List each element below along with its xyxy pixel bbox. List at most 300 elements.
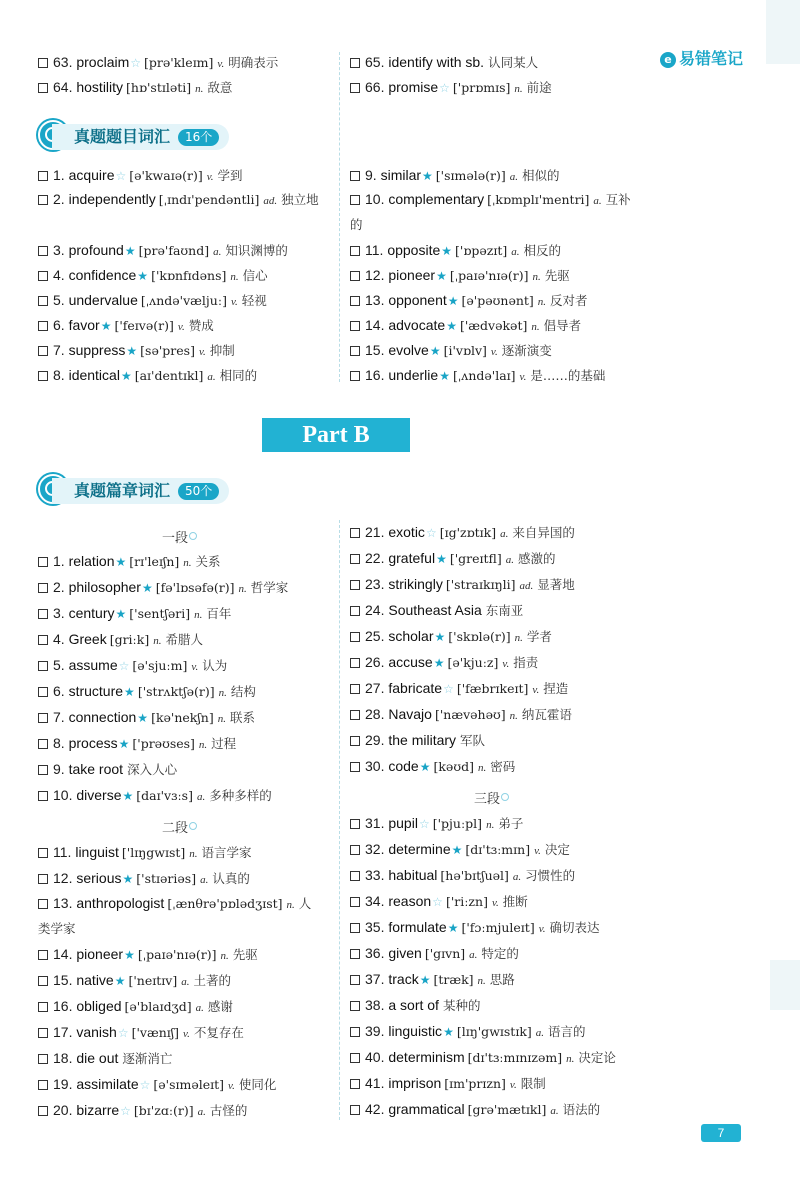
entry-meaning: 认同某人 <box>488 55 539 70</box>
part-title: Part B <box>262 418 410 452</box>
entry-number: 28. <box>365 706 385 722</box>
checkbox-icon[interactable] <box>350 949 360 959</box>
entry-meaning: 来自异国的 <box>512 525 575 540</box>
entry-phonetic: ['ædvəkət] <box>459 318 528 333</box>
entry-meaning: 敌意 <box>207 80 233 95</box>
checkbox-icon[interactable] <box>350 684 360 694</box>
entry-pos: n. <box>477 975 486 987</box>
entry-phonetic: ['sɪmələ(r)] <box>435 168 506 183</box>
checkbox-icon[interactable] <box>350 580 360 590</box>
entry-phonetic: ['strʌktʃə(r)] <box>137 684 215 699</box>
entry-meaning: 军队 <box>460 733 486 748</box>
star-icon: ★ <box>436 552 447 566</box>
entry-number: 2. <box>53 191 65 207</box>
entry-pos: a. <box>196 791 206 803</box>
entry-word: die out <box>76 1050 119 1066</box>
entry-number: 13. <box>53 895 73 911</box>
entry-pos: v. <box>534 845 541 857</box>
vocab-entry <box>350 238 561 265</box>
entry-phonetic: [ˌʌndə'væljuː] <box>140 293 227 308</box>
entry-number: 7. <box>53 342 65 358</box>
entry-pos: n. <box>238 583 247 595</box>
entry-phonetic: [kə'nekʃn] <box>151 710 214 725</box>
page-number: 7 <box>701 1124 741 1142</box>
entry-number: 31. <box>365 815 385 831</box>
checkbox-icon[interactable] <box>350 1079 360 1089</box>
star-icon: ☆ <box>120 1104 131 1118</box>
vocab-entry <box>38 50 278 77</box>
entry-number: 23. <box>365 576 385 592</box>
brand-label <box>660 46 743 69</box>
entry-phonetic: [prə'faʊnd] <box>138 243 210 258</box>
entry-word: serious <box>76 870 122 886</box>
vocab-entry <box>38 75 232 102</box>
entry-phonetic: ['pjuːpl] <box>432 816 483 831</box>
checkbox-icon[interactable] <box>38 58 48 68</box>
entry-number: 30. <box>365 758 385 774</box>
entry-word: connection <box>68 709 137 725</box>
entry-meaning: 语言学家 <box>201 845 252 860</box>
checkbox-icon[interactable] <box>350 923 360 933</box>
vocab-entry <box>350 650 538 677</box>
entry-meaning: 认为 <box>202 658 228 673</box>
column-divider <box>339 52 340 382</box>
vocab-entry <box>350 676 568 703</box>
checkbox-icon[interactable] <box>38 1002 48 1012</box>
checkbox-icon[interactable] <box>350 975 360 985</box>
entry-word: hostility <box>76 79 124 95</box>
checkbox-icon[interactable] <box>350 1105 360 1115</box>
entry-pos: a. <box>195 1002 204 1014</box>
star-icon: ★ <box>137 711 149 725</box>
checkbox-icon[interactable] <box>350 246 360 256</box>
checkbox-icon[interactable] <box>38 609 48 619</box>
entry-number: 12. <box>53 870 73 886</box>
entry-meaning: 东南亚 <box>485 603 524 618</box>
checkbox-icon[interactable] <box>350 321 360 331</box>
entry-word: Greek <box>68 631 107 647</box>
entry-phonetic: ['ɒpəzɪt] <box>455 243 508 258</box>
entry-pos: n. <box>189 848 198 860</box>
vocab-entry <box>38 601 231 628</box>
entry-word: given <box>388 945 422 961</box>
entry-pos: n. <box>509 710 518 722</box>
entry-meaning: 学到 <box>217 168 243 183</box>
vocab-entry <box>38 994 233 1021</box>
vocab-entry <box>350 1071 546 1098</box>
vocab-entry <box>38 627 203 654</box>
entry-phonetic: [ə'sɪməleɪt] <box>153 1077 225 1092</box>
checkbox-icon[interactable] <box>38 874 48 884</box>
entry-phonetic: ['lɪŋgwɪst] <box>121 845 186 860</box>
entry-meaning: 逐渐演变 <box>501 343 552 358</box>
star-icon: ☆ <box>432 895 443 909</box>
entry-number: 9. <box>365 167 377 183</box>
entry-meaning: 结构 <box>230 684 256 699</box>
entry-number: 16. <box>53 998 73 1014</box>
entry-meaning: 语言的 <box>548 1024 586 1039</box>
entry-pos: a. <box>509 171 519 183</box>
entry-meaning: 密码 <box>490 759 516 774</box>
checkbox-icon[interactable] <box>38 296 48 306</box>
entry-word: Southeast Asia <box>388 602 482 618</box>
entry-number: 12. <box>365 267 385 283</box>
entry-phonetic: [ˌkɒmplɪ'mentri] <box>487 192 590 207</box>
entry-meaning: 学者 <box>526 629 552 644</box>
entry-number: 22. <box>365 550 385 566</box>
entry-word: evolve <box>388 342 429 358</box>
checkbox-icon[interactable] <box>350 897 360 907</box>
vocab-entry <box>350 288 588 315</box>
vocab-entry <box>350 338 552 365</box>
checkbox-icon[interactable] <box>350 371 360 381</box>
vocab-entry <box>38 1072 276 1099</box>
entry-word: complementary <box>388 191 485 207</box>
checkbox-icon[interactable] <box>38 976 48 986</box>
star-icon: ★ <box>419 760 431 774</box>
vocab-entry <box>350 624 552 651</box>
entry-meaning: 感谢 <box>207 999 233 1014</box>
checkbox-icon[interactable] <box>38 171 48 181</box>
entry-pos: v. <box>198 346 206 358</box>
entry-phonetic: [ə'kwaɪə(r)] <box>129 168 203 183</box>
checkbox-icon[interactable] <box>38 899 48 909</box>
checkbox-icon[interactable] <box>350 58 360 68</box>
entry-phonetic: ['nævəhəʊ] <box>434 707 506 722</box>
entry-word: structure <box>68 683 124 699</box>
entry-phonetic: ['stɪəriəs] <box>136 871 197 886</box>
entry-word: pupil <box>388 815 418 831</box>
entry-meaning: 互补的 <box>350 192 631 232</box>
star-icon: ★ <box>429 344 441 358</box>
word-count-badge: 50个 <box>178 483 219 500</box>
star-icon: ☆ <box>130 56 142 70</box>
entry-number: 1. <box>53 553 65 569</box>
column-divider <box>339 520 340 1120</box>
checkbox-icon[interactable] <box>350 871 360 881</box>
checkbox-icon[interactable] <box>350 632 360 642</box>
checkbox-icon[interactable] <box>350 736 360 746</box>
entry-number: 8. <box>53 367 65 383</box>
checkbox-icon[interactable] <box>38 271 48 281</box>
checkbox-icon[interactable] <box>350 271 360 281</box>
checkbox-icon[interactable] <box>38 557 48 567</box>
checkbox-icon[interactable] <box>38 346 48 356</box>
entry-word: profound <box>68 242 124 258</box>
entry-word: proclaim <box>76 54 130 70</box>
section-title-bar <box>52 478 229 504</box>
star-icon: ★ <box>447 921 459 935</box>
entry-phonetic: [griːk] <box>109 632 150 647</box>
entry-word: anthropologist <box>76 895 165 911</box>
entry-word: bizarre <box>76 1102 120 1118</box>
entry-number: 32. <box>365 841 385 857</box>
entry-phonetic: ['prɒmɪs] <box>452 80 511 95</box>
checkbox-icon[interactable] <box>350 528 360 538</box>
checkbox-icon[interactable] <box>350 296 360 306</box>
vocab-entry <box>350 889 528 916</box>
star-icon: ☆ <box>117 1026 129 1040</box>
entry-phonetic: ['fɔːmjuleɪt] <box>461 920 535 935</box>
vocab-entry <box>38 1046 172 1071</box>
entry-pos: v. <box>538 923 546 935</box>
entry-pos: n. <box>514 632 523 644</box>
checkbox-icon[interactable] <box>38 1054 48 1064</box>
entry-phonetic: [ɪm'prɪzn] <box>444 1076 506 1091</box>
entry-meaning: 语法的 <box>562 1102 601 1117</box>
entry-phonetic: [ə'sjuːm] <box>132 658 188 673</box>
entry-phonetic: ['vænɪʃ] <box>131 1025 180 1040</box>
vocab-entry <box>350 728 485 753</box>
entry-pos: n. <box>194 609 203 621</box>
star-icon: ★ <box>124 948 135 962</box>
checkbox-icon[interactable] <box>38 791 48 801</box>
checkbox-icon[interactable] <box>38 950 48 960</box>
entry-number: 4. <box>53 631 65 647</box>
entry-word: track <box>388 971 419 987</box>
vocab-entry <box>38 968 231 995</box>
entry-word: formulate <box>388 919 447 935</box>
checkbox-icon[interactable] <box>38 713 48 723</box>
checkbox-icon[interactable] <box>38 687 48 697</box>
checkbox-icon[interactable] <box>350 83 360 93</box>
entry-word: a sort of <box>388 997 439 1013</box>
vocab-entry <box>350 363 605 390</box>
entry-phonetic: ['neɪtɪv] <box>128 973 178 988</box>
checkbox-icon[interactable] <box>38 583 48 593</box>
entry-number: 11. <box>53 844 72 860</box>
vocab-entry <box>38 363 257 390</box>
entry-word: favor <box>68 317 100 333</box>
entry-word: diverse <box>76 787 122 803</box>
entry-word: independently <box>68 191 156 207</box>
word-count-badge: 16个 <box>178 129 219 146</box>
entry-pos: a. <box>181 976 190 988</box>
entry-phonetic: [hə'bɪtʃuəl] <box>440 868 509 883</box>
section-title: 真题题目词汇 <box>74 127 171 146</box>
entry-pos: a. <box>593 195 602 207</box>
entry-meaning: 不复存在 <box>193 1025 244 1040</box>
checkbox-icon[interactable] <box>38 739 48 749</box>
entry-word: assume <box>68 657 118 673</box>
entry-phonetic: ['greɪtfl] <box>449 551 502 566</box>
entry-number: 27. <box>365 680 385 696</box>
star-icon: ★ <box>439 369 450 383</box>
checkbox-icon[interactable] <box>38 635 48 645</box>
star-icon: ★ <box>122 872 134 886</box>
entry-pos: v. <box>502 658 510 670</box>
entry-word: fabricate <box>388 680 443 696</box>
entry-word: advocate <box>388 317 446 333</box>
entry-meaning: 限制 <box>520 1076 546 1091</box>
entry-pos: n. <box>153 635 162 647</box>
entry-meaning: 某种的 <box>442 998 481 1013</box>
vocab-entry <box>350 863 575 890</box>
entry-word: opposite <box>387 242 441 258</box>
entry-word: relation <box>68 553 115 569</box>
entry-meaning: 先驱 <box>544 268 570 283</box>
entry-word: suppress <box>68 342 126 358</box>
star-icon: ☆ <box>439 81 450 95</box>
entry-number: 13. <box>365 292 385 308</box>
entry-phonetic: ['sentʃəri] <box>129 606 191 621</box>
entry-number: 15. <box>53 972 73 988</box>
checkbox-icon[interactable] <box>38 765 48 775</box>
checkbox-icon[interactable] <box>38 246 48 256</box>
entry-meaning: 逐渐消亡 <box>122 1051 173 1066</box>
entry-meaning: 前途 <box>526 80 552 95</box>
entry-word: confidence <box>68 267 137 283</box>
entry-word: philosopher <box>68 579 141 595</box>
section-title-bar <box>52 124 229 150</box>
entry-meaning: 推断 <box>502 894 528 909</box>
entry-word: grammatical <box>388 1101 465 1117</box>
entry-pos: a. <box>213 246 222 258</box>
entry-pos: v. <box>217 58 225 70</box>
entry-number: 26. <box>365 654 385 670</box>
checkbox-icon[interactable] <box>350 554 360 564</box>
entry-word: acquire <box>68 167 115 183</box>
entry-number: 6. <box>53 317 65 333</box>
star-icon: ★ <box>137 269 149 283</box>
star-icon: ★ <box>433 656 445 670</box>
star-icon: ★ <box>422 169 433 183</box>
entry-pos: n. <box>195 83 204 95</box>
checkbox-icon[interactable] <box>38 195 48 205</box>
checkbox-icon[interactable] <box>38 371 48 381</box>
entry-meaning: 希腊人 <box>165 632 203 647</box>
entry-meaning: 相似的 <box>522 168 560 183</box>
entry-meaning: 过程 <box>211 736 237 751</box>
entry-word: native <box>76 972 114 988</box>
entry-pos: a. <box>200 874 209 886</box>
entry-pos: v. <box>509 1079 517 1091</box>
entry-number: 29. <box>365 732 385 748</box>
page-edge-tab <box>770 960 800 1010</box>
checkbox-icon[interactable] <box>350 346 360 356</box>
entry-meaning: 人类学家 <box>38 896 312 936</box>
checkbox-icon[interactable] <box>38 321 48 331</box>
checkbox-icon[interactable] <box>350 606 360 616</box>
star-icon: ★ <box>114 974 126 988</box>
entry-word: determine <box>388 841 451 857</box>
entry-pos: v. <box>490 346 498 358</box>
entry-pos: a. <box>469 949 478 961</box>
star-icon: ★ <box>115 607 127 621</box>
vocab-entry <box>350 702 572 729</box>
entry-word: identical <box>68 367 120 383</box>
paragraph-heading-2: 二段 <box>162 817 197 836</box>
entry-phonetic: ['prəʊses] <box>132 736 195 751</box>
entry-meaning: 土著的 <box>193 973 231 988</box>
vocab-entry <box>38 679 256 706</box>
entry-pos: n. <box>531 321 540 333</box>
entry-word: take root <box>68 761 124 777</box>
checkbox-icon[interactable] <box>38 1028 48 1038</box>
entry-phonetic: [træk] <box>433 972 474 987</box>
vocab-entry <box>38 338 235 365</box>
brand-logo-icon: e <box>660 52 676 68</box>
checkbox-icon[interactable] <box>350 658 360 668</box>
vocab-entry <box>350 50 538 75</box>
star-icon: ★ <box>451 843 463 857</box>
entry-phonetic: ['feɪvə(r)] <box>114 318 174 333</box>
entry-phonetic: [ˌɪndɪ'pendəntli] <box>158 192 260 207</box>
entry-number: 3. <box>53 242 65 258</box>
checkbox-icon[interactable] <box>38 848 48 858</box>
vocab-entry <box>350 754 515 781</box>
entry-meaning: 哲学家 <box>250 580 289 595</box>
entry-phonetic: [kəʊd] <box>433 759 474 774</box>
paragraph-heading-1: 一段 <box>162 527 197 546</box>
checkbox-icon[interactable] <box>38 1080 48 1090</box>
entry-meaning: 关系 <box>195 554 221 569</box>
entry-pos: v. <box>191 661 199 673</box>
checkbox-icon[interactable] <box>38 661 48 671</box>
vocab-entry <box>350 993 480 1018</box>
checkbox-icon[interactable] <box>350 710 360 720</box>
entry-pos: n. <box>217 713 226 725</box>
entry-pos: n. <box>286 899 295 911</box>
entry-word: pioneer <box>76 946 124 962</box>
entry-number: 64. <box>53 79 73 95</box>
vocab-entry <box>350 598 523 623</box>
star-icon: ★ <box>436 269 447 283</box>
checkbox-icon[interactable] <box>350 171 360 181</box>
page-edge-tab <box>766 0 800 64</box>
star-icon: ★ <box>447 294 459 308</box>
entry-number: 9. <box>53 761 65 777</box>
entry-meaning: 相同的 <box>219 368 258 383</box>
entry-meaning: 弟子 <box>498 816 524 831</box>
entry-meaning: 决定论 <box>578 1050 616 1065</box>
checkbox-icon[interactable] <box>350 1027 360 1037</box>
star-icon: ★ <box>141 581 153 595</box>
entry-pos: v. <box>519 371 527 383</box>
entry-word: habitual <box>388 867 438 883</box>
vocab-entry <box>38 757 177 782</box>
checkbox-icon[interactable] <box>350 819 360 829</box>
vocab-entry <box>350 520 575 547</box>
entry-number: 18. <box>53 1050 73 1066</box>
vocab-entry <box>350 313 581 340</box>
entry-number: 16. <box>365 367 385 383</box>
entry-phonetic: ['skɒlə(r)] <box>448 629 511 644</box>
checkbox-icon[interactable] <box>350 1053 360 1063</box>
checkbox-icon[interactable] <box>350 1001 360 1011</box>
entry-meaning: 思路 <box>489 972 515 987</box>
entry-number: 39. <box>365 1023 385 1039</box>
entry-phonetic: [aɪ'dentɪkl] <box>134 368 204 383</box>
entry-meaning: 习惯性的 <box>525 868 576 883</box>
entry-phonetic: ['gɪvn] <box>424 946 466 961</box>
section-title: 真题篇章词汇 <box>74 481 171 500</box>
vocab-entry <box>350 163 560 190</box>
entry-meaning: 决定 <box>544 842 570 857</box>
star-icon: ★ <box>122 789 134 803</box>
checkbox-icon[interactable] <box>350 845 360 855</box>
checkbox-icon[interactable] <box>350 195 360 205</box>
checkbox-icon[interactable] <box>350 762 360 772</box>
vocab-entry <box>38 942 258 969</box>
entry-phonetic: ['straɪkɪŋli] <box>445 577 516 592</box>
entry-phonetic: ['kɒnfɪdəns] <box>151 268 227 283</box>
entry-meaning: 捏造 <box>543 681 569 696</box>
entry-number: 24. <box>365 602 385 618</box>
checkbox-icon[interactable] <box>38 83 48 93</box>
checkbox-icon[interactable] <box>38 1106 48 1116</box>
entry-phonetic: [ˌpaɪə'nɪə(r)] <box>137 947 217 962</box>
